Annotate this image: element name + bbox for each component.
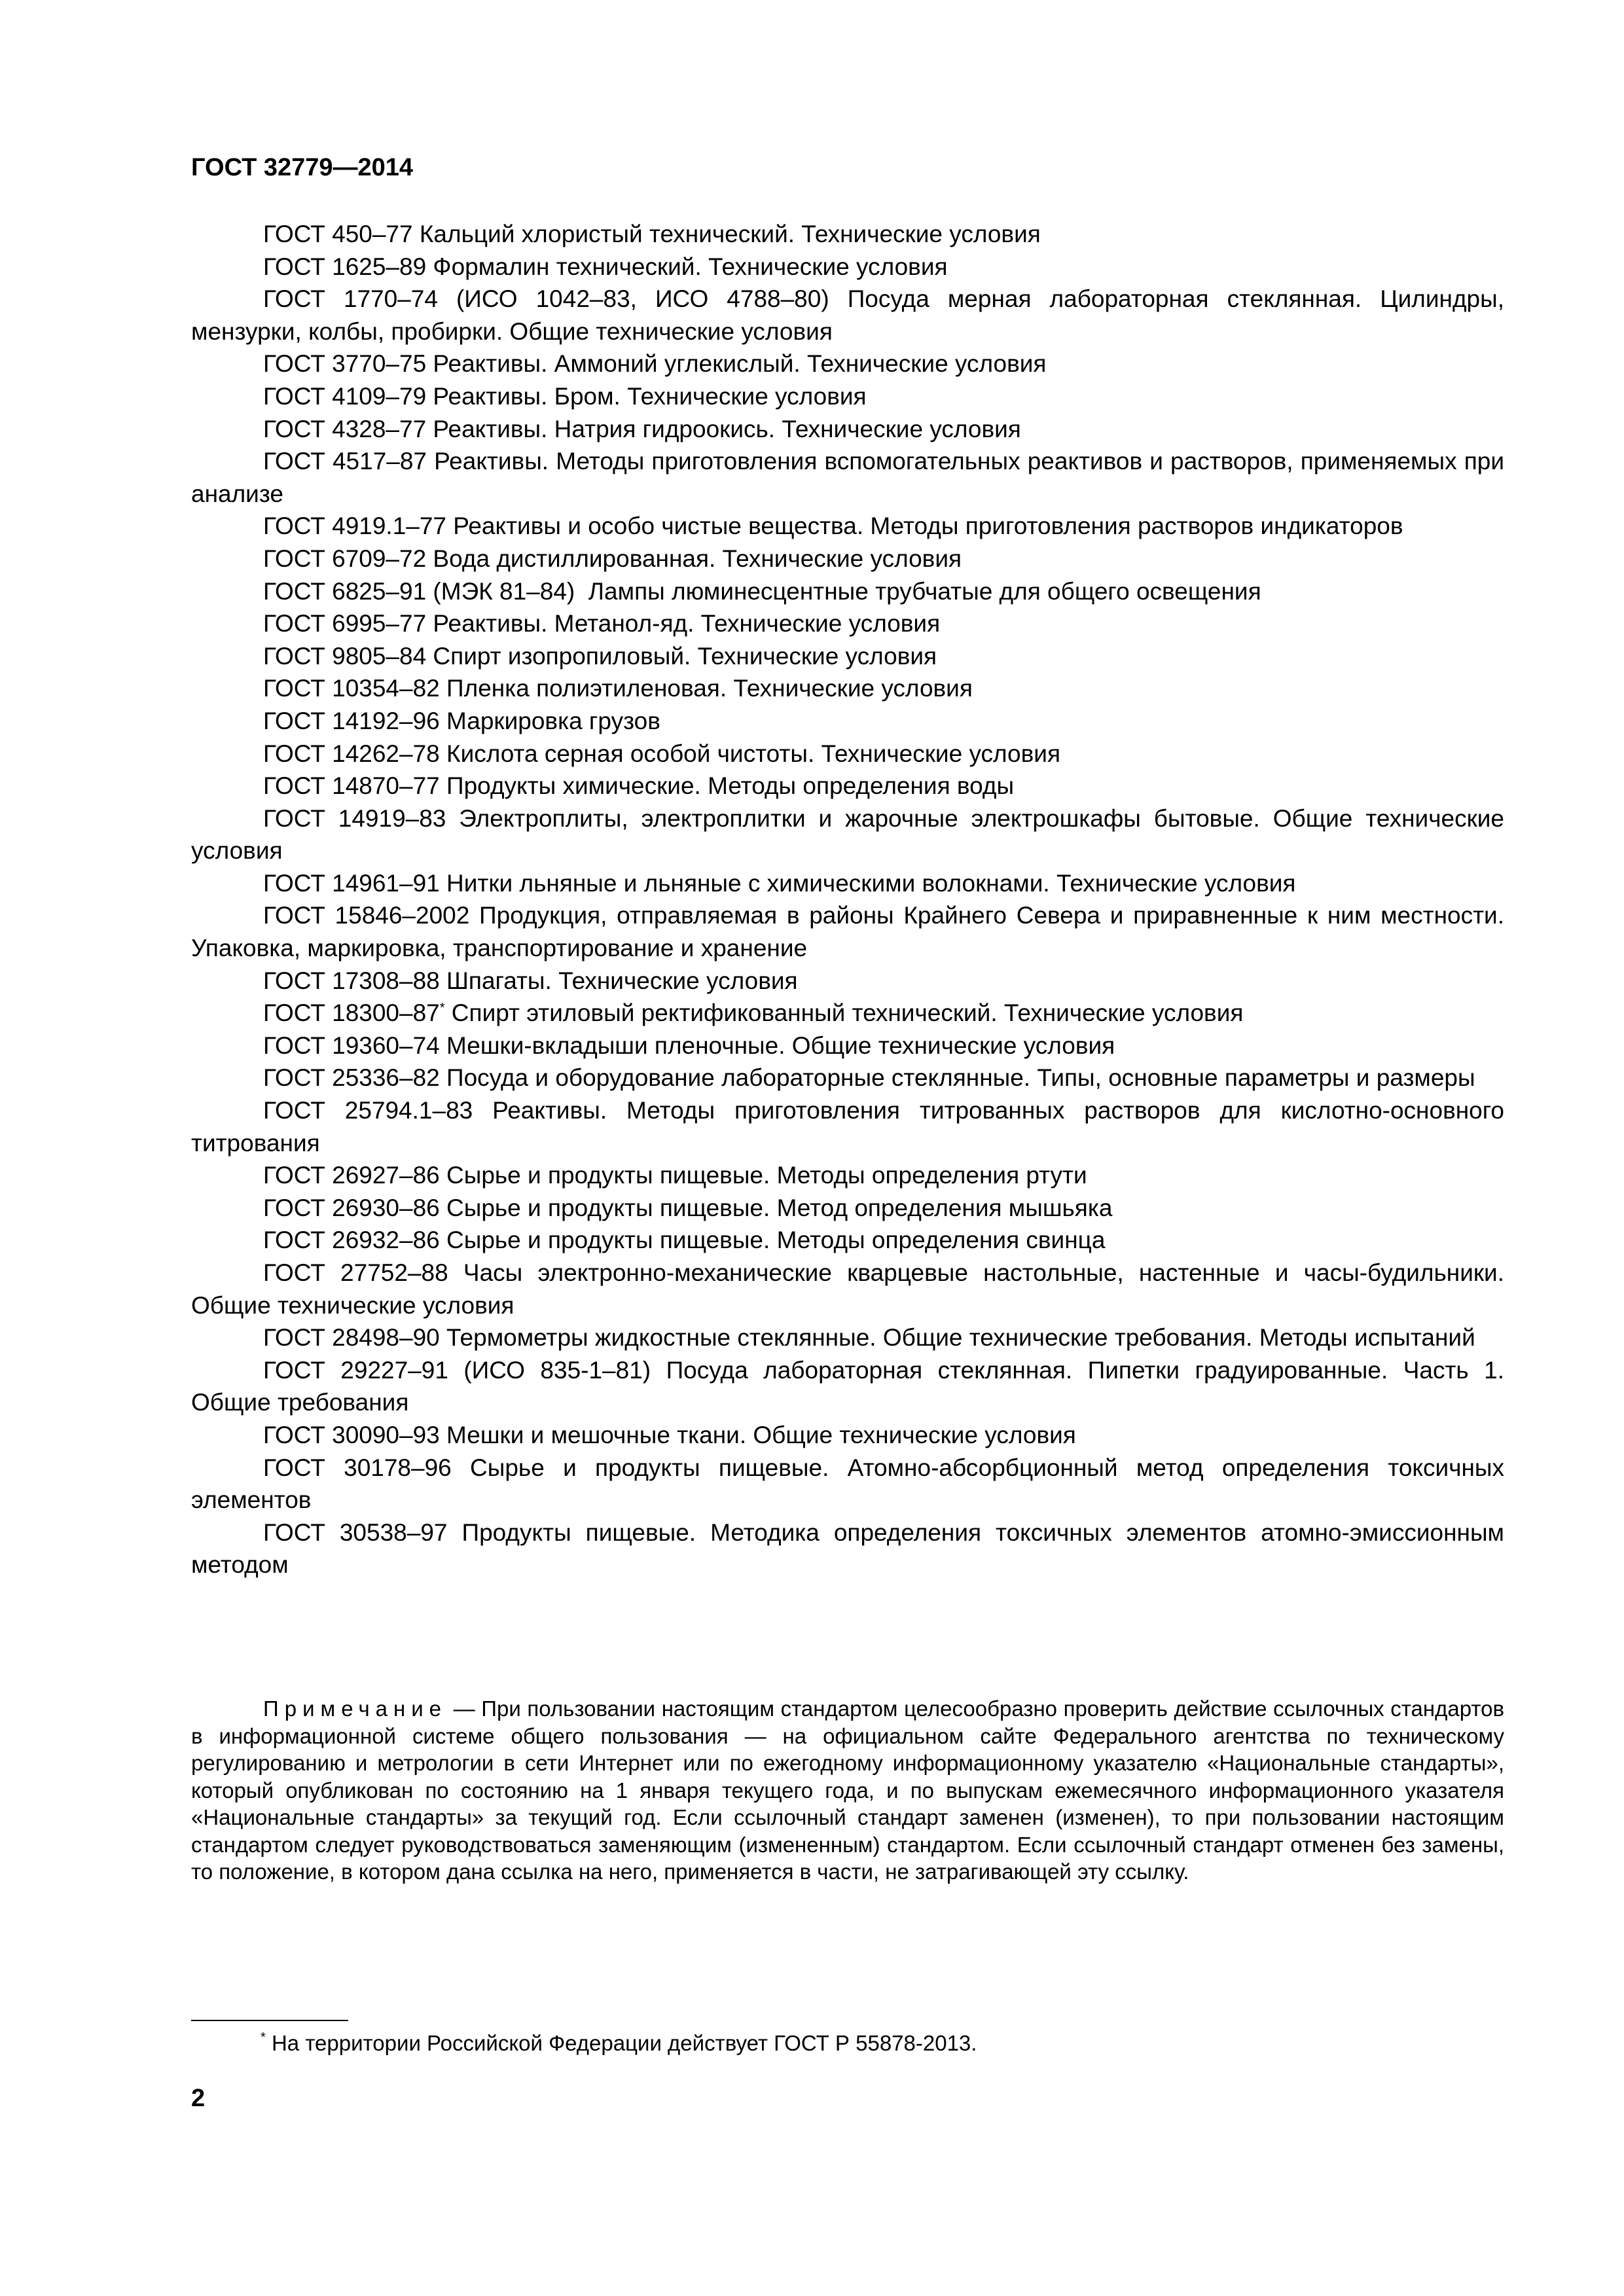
- reference-item: ГОСТ 26932–86 Сырье и продукты пищевые. Методы определения свинца: [263, 1227, 1106, 1254]
- reference-item: ГОСТ 30090–93 Мешки и мешочные ткани. Общие технические условия: [263, 1421, 1076, 1448]
- reference-item: ГОСТ 4517–87 Реактивы. Методы приготовления вспомогательных реактивов и растворов, применяемых при анализе: [191, 448, 1504, 507]
- reference-item: ГОСТ 10354–82 Пленка полиэтиленовая. Технические условия: [263, 675, 973, 702]
- page-number: 2: [191, 2085, 206, 2112]
- reference-item: ГОСТ 9805–84 Спирт изопропиловый. Технические условия: [263, 642, 937, 670]
- reference-item: ГОСТ 14192–96 Маркировка грузов: [263, 707, 660, 734]
- reference-item: ГОСТ 6995–77 Реактивы. Метанол-яд. Технические условия: [263, 610, 941, 637]
- reference-item: ГОСТ 4919.1–77 Реактивы и особо чистые вещества. Методы приготовления растворов индикаторов: [263, 512, 1403, 540]
- note-lead: Примечание: [263, 1696, 448, 1721]
- reference-item: ГОСТ 15846–2002 Продукция, отправляемая в районы Крайнего Севера и приравненные к ним местности. Упаковка, маркировка, транспортирование и хранение: [191, 902, 1504, 962]
- reference-item: ГОСТ 30538–97 Продукты пищевые. Методика определения токсичных элементов атомно-эмиссионным методом: [191, 1518, 1504, 1579]
- footnote-divider: [191, 2020, 348, 2021]
- normative-references-list: [191, 218, 1504, 1581]
- reference-item: ГОСТ 19360–74 Мешки-вкладыши пленочные. Общие технические условия: [263, 1031, 1115, 1059]
- reference-item: ГОСТ 1625–89 Формалин технический. Технические условия: [263, 253, 948, 280]
- reference-item: ГОСТ 6709–72 Вода дистиллированная. Технические условия: [263, 545, 962, 572]
- reference-item: ГОСТ 4109–79 Реактивы. Бром. Технические условия: [263, 382, 867, 410]
- reference-item: ГОСТ 30178–96 Сырье и продукты пищевые. Атомно-абсорбционный метод определения токсичных элементов: [191, 1454, 1504, 1514]
- reference-item: ГОСТ 25336–82 Посуда и оборудование лабораторные стеклянные. Типы, основные параметры и размеры: [263, 1064, 1475, 1092]
- footnote-marker: *: [439, 1001, 445, 1016]
- reference-item-with-footnote: [191, 997, 1504, 1030]
- note-paragraph: [191, 1695, 1504, 1886]
- document-header: ГОСТ 32779—2014: [191, 154, 414, 181]
- reference-code: ГОСТ 18300–87: [263, 999, 440, 1027]
- reference-item: ГОСТ 28498–90 Термометры жидкостные стеклянные. Общие технические требования. Методы испытаний: [263, 1324, 1475, 1352]
- reference-item: ГОСТ 14870–77 Продукты химические. Методы определения воды: [263, 772, 1015, 800]
- reference-item: ГОСТ 14961–91 Нитки льняные и льняные с химическими волокнами. Технические условия: [263, 869, 1296, 897]
- reference-item: ГОСТ 27752–88 Часы электронно-механические кварцевые настольные, настенные и часы-будильники. Общие технические условия: [191, 1259, 1504, 1319]
- footnote-marker: *: [261, 2030, 266, 2045]
- reference-item: ГОСТ 450–77 Кальций хлористый технический. Технические условия: [263, 221, 1041, 247]
- reference-item: ГОСТ 4328–77 Реактивы. Натрия гидроокись. Технические условия: [263, 415, 1021, 442]
- reference-item: ГОСТ 17308–88 Шпагаты. Технические условия: [263, 967, 798, 994]
- reference-item: ГОСТ 25794.1–83 Реактивы. Методы приготовления титрованных растворов для кислотно-основного титрования: [191, 1097, 1504, 1157]
- note-text: — При пользовании настоящим стандартом целесообразно проверить действие ссылочных стандартов в информационной системе общего пользования — на официальном сайте Федерального агентства по техническому регулированию и метрологии в сети Интернет или по ежегодному информационному указателю «Национальные стандарты», который опубликован по состоянию на 1 января текущего года, и по выпускам ежемесячного информационного указателя «Национальные стандарты» за текущий год. Если ссылочный стандарт заменен (изменен), то при пользовании настоящим стандартом следует руководствоваться заменяющим (измененным) стандартом. Если ссылочный стандарт отменен без замены, то положение, в котором дана ссылка на него, применяется в части, не затрагивающей эту ссылку.: [191, 1696, 1504, 1884]
- footnote-text: На территории Российской Федерации действует ГОСТ Р 55878-2013.: [265, 2031, 977, 2055]
- reference-item: ГОСТ 6825–91 (МЭК 81–84) Лампы люминесцентные трубчатые для общего освещения: [263, 577, 1261, 605]
- reference-item: ГОСТ 3770–75 Реактивы. Аммоний углекислый. Технические условия: [263, 350, 1047, 378]
- reference-item: ГОСТ 1770–74 (ИСО 1042–83, ИСО 4788–80) Посуда мерная лабораторная стеклянная. Цилиндры, мензурки, колбы, пробирки. Общие технические условия: [191, 285, 1504, 345]
- footnote: [261, 2029, 977, 2058]
- reference-item: ГОСТ 14262–78 Кислота серная особой чистоты. Технические условия: [263, 740, 1060, 767]
- reference-item: ГОСТ 26927–86 Сырье и продукты пищевые. Методы определения ртути: [263, 1162, 1087, 1189]
- reference-item: ГОСТ 14919–83 Электроплиты, электроплитки и жарочные электрошкафы бытовые. Общие технические условия: [191, 804, 1504, 865]
- reference-item: ГОСТ 26930–86 Сырье и продукты пищевые. Метод определения мышьяка: [263, 1194, 1113, 1221]
- reference-title: Спирт этиловый ректификованный технический. Технические условия: [444, 999, 1244, 1027]
- reference-item: ГОСТ 29227–91 (ИСО 835-1–81) Посуда лабораторная стеклянная. Пипетки градуированные. Часть 1. Общие требования: [191, 1356, 1504, 1416]
